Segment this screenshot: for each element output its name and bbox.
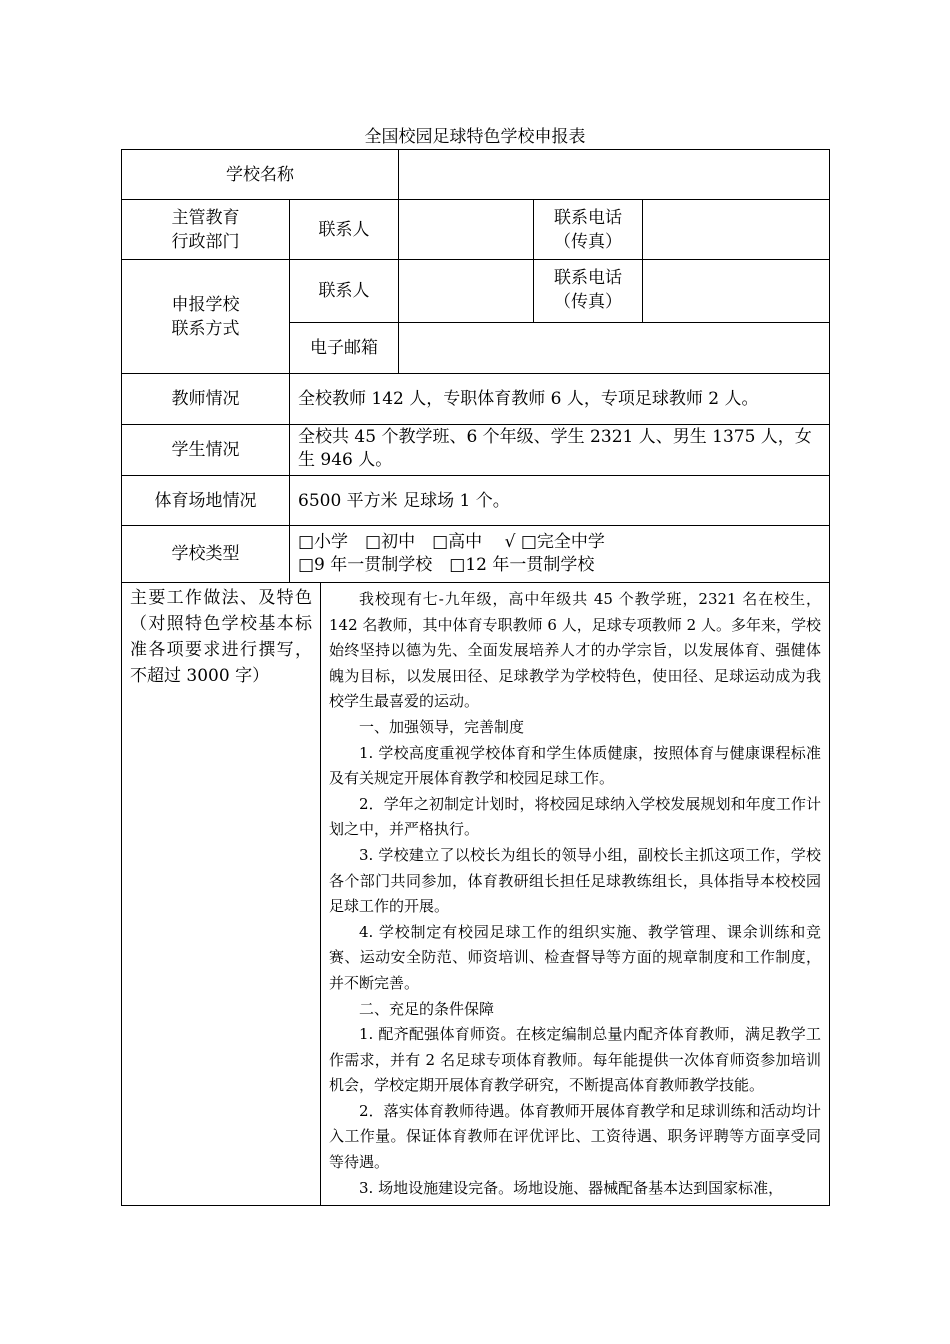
teacher-value: 全校教师 142 人，专职体育教师 6 人，专项足球教师 2 人。 bbox=[290, 374, 830, 425]
work-paragraph: 我校现有七-九年级，高中年级共 45 个教学班，2321 名在校生，142 名教师，其中体育专职教师 6 人，足球专项教师 2 人。多年来，学校始终坚持以德为先、全面发展培养人才的办学宗旨，以发展体育、强健体魄为目标，以发展田径、足球教学为学校特色，使田径、足球运动成为我校学生最喜爱的运动。 bbox=[329, 590, 822, 711]
dept-phone-line1: 联系电话 bbox=[554, 207, 623, 228]
type-options bbox=[290, 526, 830, 583]
dept-phone-label bbox=[534, 200, 643, 260]
apply-label-line2: 联系方式 bbox=[171, 318, 240, 339]
page-title: 全国校园足球特色学校申报表 bbox=[364, 127, 586, 147]
dept-contact-field[interactable] bbox=[399, 200, 534, 260]
type-options-line2[interactable]: □9 年一贯制学校 □12 年一贯制学校 bbox=[298, 555, 595, 575]
dept-label-line2: 行政部门 bbox=[171, 231, 240, 252]
apply-phone-line1: 联系电话 bbox=[554, 268, 623, 288]
type-label: 学校类型 bbox=[122, 526, 290, 583]
dept-contact-label: 联系人 bbox=[290, 200, 399, 260]
apply-contact-label: 联系人 bbox=[290, 260, 399, 323]
work-paragraph: 1. 学校高度重视学校体育和学生体质健康，按照体育与健康课程标准及有关规定开展体育教学和校园足球工作。 bbox=[329, 743, 822, 788]
apply-contact-field[interactable] bbox=[399, 260, 534, 323]
student-value: 全校共 45 个教学班、6 个年级、学生 2321 人、男生 1375 人，女生 946 人。 bbox=[290, 425, 830, 476]
type-options-line1[interactable]: □小学 □初中 □高中 √ □完全中学 bbox=[298, 532, 605, 552]
section-heading: 二、充足的条件保障 bbox=[359, 999, 495, 1018]
dept-phone-field[interactable] bbox=[643, 200, 830, 260]
apply-phone-label bbox=[534, 260, 643, 323]
email-label: 电子邮箱 bbox=[290, 323, 399, 374]
work-label: 主要工作做法、及特色（对照特色学校基本标准各项要求进行撰写，不超过 3000 字） bbox=[122, 583, 321, 1206]
work-paragraph: 4. 学校制定有校园足球工作的组织实施、教学管理、课余训练和竞赛、运动安全防范、师资培训、检查督导等方面的规章制度和工作制度，并不断完善。 bbox=[329, 922, 822, 992]
work-paragraph: 2．学年之初制定计划时，将校园足球纳入学校发展规划和年度工作计划之中，并严格执行。 bbox=[329, 794, 822, 839]
school-name-field[interactable] bbox=[399, 150, 830, 200]
dept-phone-line2: （传真） bbox=[554, 231, 623, 252]
school-name-label: 学校名称 bbox=[122, 150, 399, 200]
apply-phone-line2: （传真） bbox=[554, 292, 623, 312]
apply-phone-field[interactable] bbox=[643, 260, 830, 323]
section-heading: 一、加强领导，完善制度 bbox=[359, 717, 525, 736]
application-form-table bbox=[121, 149, 830, 1206]
work-paragraph: 1. 配齐配强体育师资。在核定编制总量内配齐体育教师，满足教学工作需求，并有 2 名足球专项体育教师。每年能提供一次体育师资参加培训机会，学校定期开展体育教学研究，不断提高体育教师教学技能。 bbox=[329, 1025, 822, 1095]
venue-value: 6500 平方米 足球场 1 个。 bbox=[290, 476, 830, 526]
apply-label-line1: 申报学校 bbox=[171, 294, 240, 315]
email-field[interactable] bbox=[399, 323, 830, 374]
venue-label: 体育场地情况 bbox=[122, 476, 290, 526]
work-paragraph: 2．落实体育教师待遇。体育教师开展体育教学和足球训练和活动均计入工作量。保证体育教师在评优评比、工资待遇、职务评聘等方面享受同等待遇。 bbox=[329, 1101, 822, 1172]
work-content bbox=[321, 583, 830, 1206]
dept-label bbox=[122, 200, 290, 260]
apply-label bbox=[122, 260, 290, 374]
student-label: 学生情况 bbox=[122, 425, 290, 476]
work-paragraph: 3. 学校建立了以校长为组长的领导小组，副校长主抓这项工作，学校各个部门共同参加，体育教研组长担任足球教练组长，具体指导本校校园足球工作的开展。 bbox=[329, 845, 822, 916]
dept-label-line1: 主管教育 bbox=[171, 207, 240, 228]
work-paragraph: 3. 场地设施建设完备。场地设施、器械配备基本达到国家标准， bbox=[359, 1178, 784, 1197]
teacher-label: 教师情况 bbox=[122, 374, 290, 425]
